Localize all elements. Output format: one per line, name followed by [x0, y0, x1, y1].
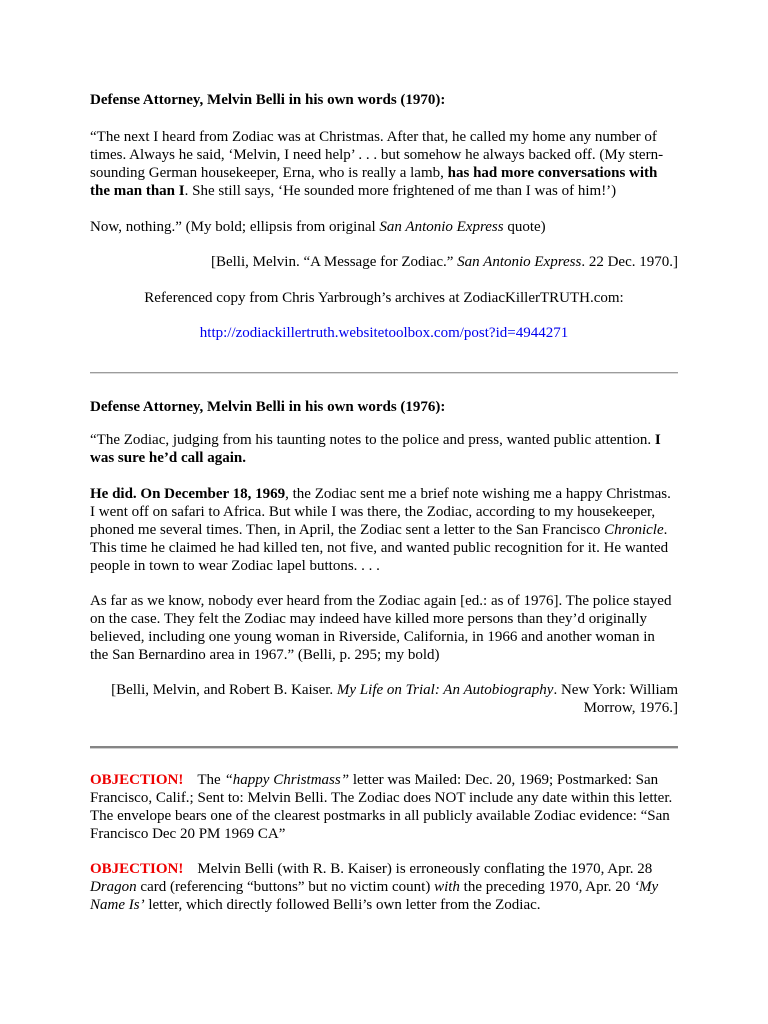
quote-line [90, 431, 678, 449]
heading-line [90, 398, 678, 416]
body-text: Now, nothing.” (My bold; ellipsis from original [90, 219, 380, 235]
quote-line [90, 592, 678, 610]
citation-1970 [90, 253, 678, 271]
section-divider [90, 372, 678, 374]
citation-line [90, 699, 678, 717]
book-title: My Life on Trial: An Autobiography [336, 682, 554, 698]
body-text: Francisco, Calif.; Sent to: Melvin Belli. The Zodiac does NOT include any date within this letter. [90, 790, 673, 806]
heading-text: Defense Attorney, Melvin Belli in his own words (1970): [90, 92, 446, 108]
bold-text: I [654, 432, 661, 448]
quote-line [90, 485, 678, 503]
objection-label: OBJECTION! [90, 861, 184, 877]
quote-line [90, 557, 678, 575]
body-text: [Belli, Melvin. “A Message for Zodiac.” [210, 254, 458, 270]
body-text: The [197, 772, 225, 788]
body-text: letter was Mailed: Dec. 20, 1969; Postmarked: San [349, 772, 659, 788]
quote-paragraph-1970 [90, 128, 678, 200]
body-text: As far as we know, nobody ever heard from the Zodiac again [ed.: as of 1976]. The police stayed [90, 593, 672, 609]
objection-paragraph [90, 860, 678, 914]
reference-note-line [90, 289, 678, 307]
quote-line [90, 539, 678, 557]
body-text: [Belli, Melvin, and Robert B. Kaiser. [111, 682, 337, 698]
heading-text: Defense Attorney, Melvin Belli in his own words (1976): [90, 399, 446, 415]
body-text: letter, which directly followed Belli’s own letter from the Zodiac. [144, 897, 541, 913]
reference-link-line [90, 324, 678, 342]
body-text: the preceding 1970, Apr. 20 [459, 879, 635, 895]
bold-text: He did. On December 18, 1969 [90, 486, 286, 502]
body-text: believed, including one young woman in Riverside, California, in 1966 and another woman in [90, 629, 655, 645]
body-text: Melvin Belli (with R. B. Kaiser) is erroneously conflating the 1970, Apr. 28 [197, 861, 653, 877]
italic-text: ‘My [634, 879, 659, 895]
body-text: , the Zodiac sent me a brief note wishing me a happy Christmas. [285, 486, 671, 502]
reference-note-text: Referenced copy from Chris Yarbrough’s archives at ZodiacKillerTRUTH.com: [144, 290, 624, 306]
body-text: “The next I heard from Zodiac was at Christmas. After that, he called my home any number of [90, 129, 657, 145]
archive-link[interactable]: http://zodiackillertruth.websitetoolbox.com/post?id=4944271 [199, 325, 569, 341]
objection-line [90, 771, 678, 789]
quote-line [90, 610, 678, 628]
italic-text: Dragon [90, 879, 137, 895]
quote-line [90, 503, 678, 521]
closing-line-text [90, 218, 678, 236]
reference-note [90, 289, 678, 307]
citation-1976 [90, 681, 678, 717]
body-text: Francisco Dec 20 PM 1969 CA” [90, 826, 286, 842]
objection-label: OBJECTION! [90, 772, 184, 788]
publication-title: Chronicle [604, 522, 664, 538]
objection-line [90, 789, 678, 807]
italic-text: with [434, 879, 460, 895]
body-text: The envelope bears one of the clearest postmarks in all publicly available Zodiac evidence: “San [90, 808, 670, 824]
body-text: . She still says, ‘He sounded more frightened of me than I was of him!’) [184, 183, 617, 199]
publication-title: San Antonio Express [379, 219, 504, 235]
section-heading-1976 [90, 398, 678, 416]
bold-text: has had more conversations with [447, 165, 658, 181]
body-text: I went off on safari to Africa. But while I was there, the Zodiac, according to my housekeeper, [90, 504, 656, 520]
quote-line [90, 182, 678, 200]
quote-paragraph-1976-b [90, 485, 678, 575]
objection-paragraph [90, 771, 678, 843]
body-text: phoned me several times. Then, in April, the Zodiac sent a letter to the San Francisco [90, 522, 605, 538]
objection-line [90, 878, 678, 896]
italic-text: “happy Christmass” [224, 772, 350, 788]
section-heading-1970 [90, 91, 678, 109]
body-text: the San Bernardino area in 1967.” (Belli, p. 295; my bold) [90, 647, 440, 663]
quote-line [90, 146, 678, 164]
bold-text: the man than I [90, 183, 185, 199]
reference-link-block [90, 324, 678, 342]
italic-text: Name Is’ [90, 897, 145, 913]
body-text: people in town to wear Zodiac lapel buttons. . . . [90, 558, 380, 574]
quote-line [90, 128, 678, 146]
body-text: . New York: William [553, 682, 678, 698]
quote-line [90, 646, 678, 664]
objection-line [90, 896, 678, 914]
objection-line [90, 860, 678, 878]
objection-line [90, 807, 678, 825]
citation-line [90, 253, 678, 271]
quote-paragraph-1976-c [90, 592, 678, 664]
quote-line [90, 164, 678, 182]
body-text: quote) [503, 219, 546, 235]
objection-line [90, 825, 678, 843]
body-text: times. Always he said, ‘Melvin, I need help’ . . . but somehow he always backed off. (My stern- [90, 147, 664, 163]
quote-line [90, 449, 678, 467]
body-text: Morrow, 1976.] [583, 700, 678, 716]
body-text: on the case. They felt the Zodiac may indeed have killed more persons than they’d originally [90, 611, 648, 627]
section-divider [90, 746, 678, 749]
heading-line [90, 91, 678, 109]
bold-text: was sure he’d call again. [90, 450, 246, 466]
closing-line [90, 218, 678, 236]
body-text: “The Zodiac, judging from his taunting notes to the police and press, wanted public attention. [90, 432, 655, 448]
publication-title: San Antonio Express [457, 254, 582, 270]
citation-line [90, 681, 678, 699]
body-text: This time he claimed he had killed ten, not five, and wanted public recognition for it. He wanted [90, 540, 669, 556]
quote-paragraph-1976-a [90, 431, 678, 467]
quote-line [90, 521, 678, 539]
body-text: . [663, 522, 668, 538]
body-text: sounding German housekeeper, Erna, who is really a lamb, [90, 165, 448, 181]
body-text: card (referencing “buttons” but no victim count) [136, 879, 435, 895]
body-text: . 22 Dec. 1970.] [581, 254, 678, 270]
quote-line [90, 628, 678, 646]
